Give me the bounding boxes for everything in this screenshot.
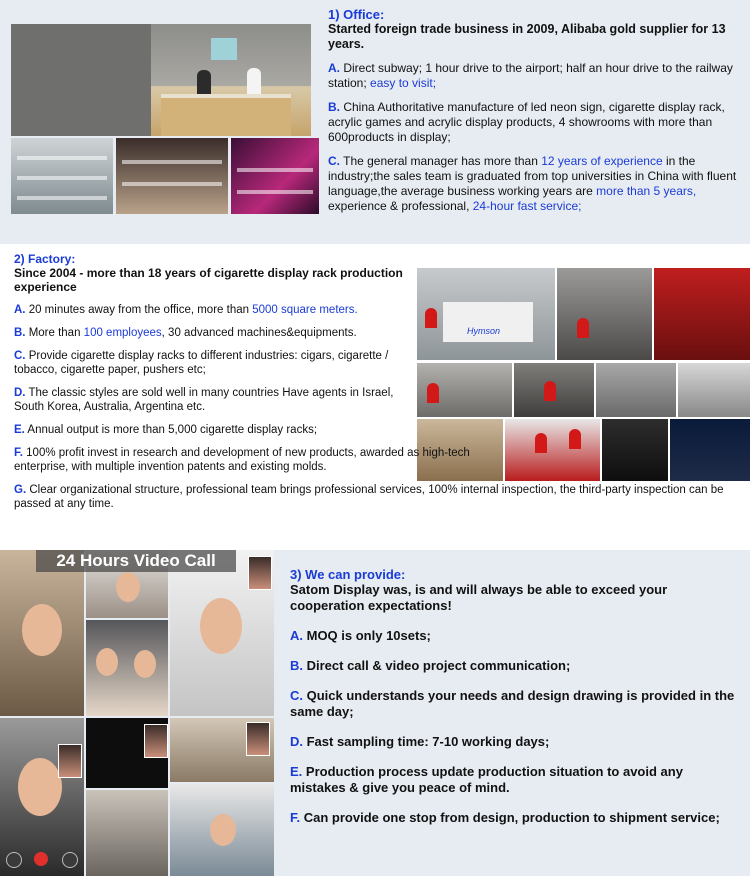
reception-desk (161, 94, 291, 136)
factory-item-e: E. Annual output is more than 5,000 cigarette display racks; (14, 424, 318, 436)
office-item-c: C. The general manager has more than 12 years of experience in the industry;the sales team is graduated from top universities in China with fluent language,the average business working years are more than 5 years, experience & professional, 24-hour fast service; (328, 154, 737, 213)
display-rack-photo (670, 419, 750, 481)
video-call-participant (170, 784, 274, 876)
mute-icon[interactable] (62, 852, 78, 868)
machine-brand-label: Hymson (467, 326, 501, 336)
video-call-participant (86, 620, 168, 716)
factory-item-a: A. 20 minutes away from the office, more than 5000 square meters. (14, 304, 358, 316)
laser-cutting-machine-photo (417, 268, 555, 360)
showroom-photo (231, 138, 319, 214)
office-item-b: B. China Authoritative manufacture of led neon sign, cigarette display rack, acrylic games and acrylic display products, 4 showrooms with more than 600products in display; (328, 100, 725, 144)
factory-worker-photo (654, 268, 750, 360)
showroom-photo (116, 138, 228, 214)
factory-heading: 2) Factory: (14, 252, 76, 266)
video-call-banner: 24 Hours Video Call (36, 550, 236, 572)
office-reception-photo (11, 24, 311, 136)
hangup-icon[interactable] (34, 852, 48, 866)
office-intro: Started foreign trade business in 2009, Alibaba gold supplier for 13 years. (328, 22, 726, 51)
video-call-participant (0, 718, 84, 876)
self-view-thumbnail (58, 744, 82, 778)
provide-item-e: E. Production process update production situation to avoid any mistakes & give you peace of mind. (290, 764, 683, 795)
office-heading: 1) Office: (328, 7, 385, 22)
factory-workshop-photo (596, 363, 676, 417)
video-call-participant (170, 550, 274, 716)
provide-intro: Satom Display was, is and will always be able to exceed your cooperation expectations! (290, 582, 668, 613)
provide-heading: 3) We can provide: (290, 567, 406, 582)
factory-workshop-photo (678, 363, 750, 417)
office-section (0, 0, 750, 244)
factory-item-f: F. 100% profit invest in research and development of new products, awarded as high-tech enterprise, with multiple invention patents and existing molds. (14, 447, 470, 473)
factory-section (0, 248, 750, 546)
video-call-participant (86, 718, 168, 788)
office-item-a: A. Direct subway; 1 hour drive to the airport; half an hour drive to the railway station; easy to visit; (328, 61, 733, 90)
factory-worker-photo (505, 419, 600, 481)
camera-icon[interactable] (6, 852, 22, 868)
video-call-participant (0, 550, 84, 716)
factory-worker-photo (417, 363, 512, 417)
provide-item-c: C. Quick understands your needs and design drawing is provided in the same day; (290, 688, 735, 719)
provide-item-b: B. Direct call & video project communication; (290, 658, 571, 673)
office-text-block (328, 8, 740, 214)
factory-item-g: G. Clear organizational structure, professional team brings professional services, 100% internal inspection, the third-party inspection can be passed at any time. (14, 484, 724, 510)
provide-text-block (290, 567, 740, 826)
display-rack-photo (602, 419, 668, 481)
provide-item-d: D. Fast sampling time: 7-10 working days; (290, 734, 550, 749)
factory-intro: Since 2004 - more than 18 years of cigarette display rack production experience (14, 266, 403, 294)
factory-worker-photo (514, 363, 594, 417)
video-call-participant (170, 718, 274, 782)
self-view-thumbnail (246, 722, 270, 756)
factory-item-d: D. The classic styles are sold well in many countries Have agents in Israel, South Korea, Australia, Argentina etc. (14, 387, 394, 413)
provide-item-a: A. MOQ is only 10sets; (290, 628, 431, 643)
self-view-thumbnail (248, 556, 272, 590)
showroom-photo (11, 138, 113, 214)
video-call-participant (86, 790, 168, 876)
company-logo-sign (211, 38, 237, 60)
factory-item-b: B. More than 100 employees, 30 advanced machines&equipments. (14, 327, 357, 339)
factory-worker-photo (557, 268, 652, 360)
provide-section (0, 550, 750, 876)
provide-item-f: F. Can provide one stop from design, production to shipment service; (290, 810, 720, 825)
self-view-thumbnail (144, 724, 168, 758)
factory-item-c: C. Provide cigarette display racks to different industries: cigars, cigarette / tobacco, cigarette paper, pushers etc; (14, 350, 389, 376)
office-wall (11, 24, 151, 136)
